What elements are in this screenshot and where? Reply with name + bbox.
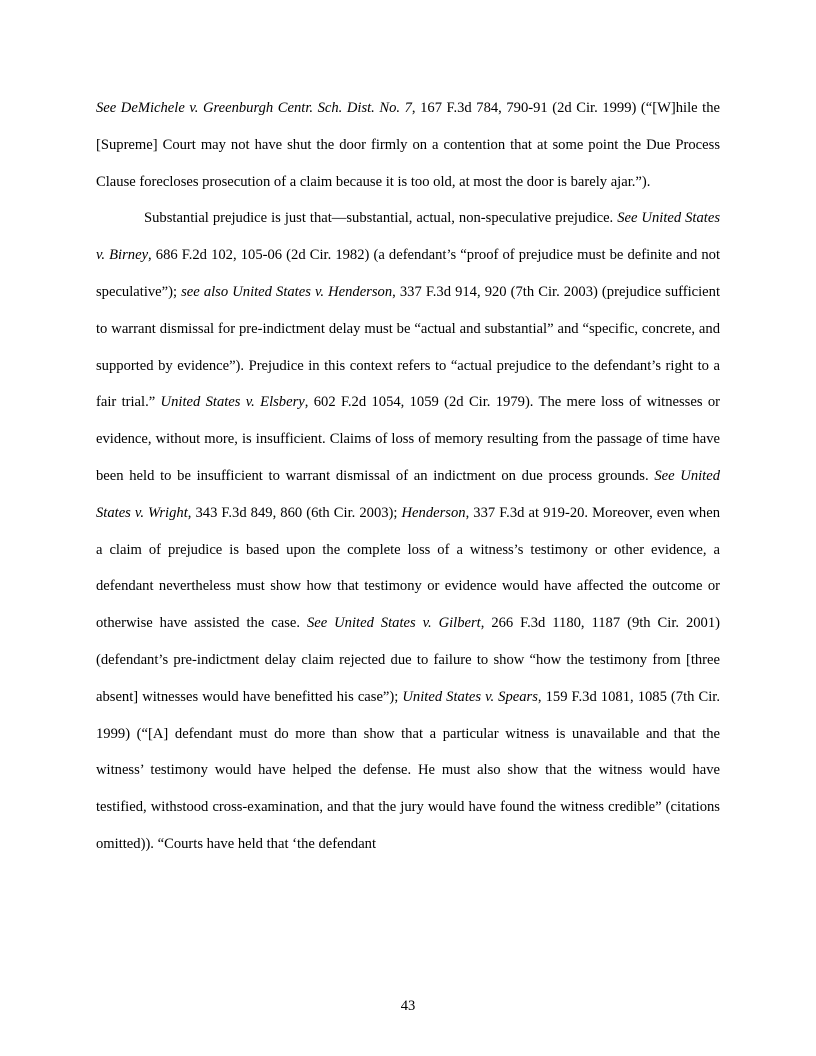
paragraph-substantial-prejudice (96, 200, 720, 862)
body-text: , 686 F.2d 102, 105-06 (2d Cir. 1982) (a defendant’s “proof of prejudice must be definite and not speculative”); (96, 247, 720, 300)
case-citation-text: See United States v. Gilbert (306, 615, 481, 632)
body-text: , 159 F.3d 1081, 1085 (7th Cir. 1999) (“[A] defendant must do more than show that a particular witness is unavailable and that the witness’ testimony would have helped the defense. He must also show that the witness would have testified, withstood cross-examination, and that the jury would have found the witness credible” (citations omitted)). “Courts have held that ‘the defendant (96, 688, 720, 852)
case-citation-text: See DeMichele v. Greenburgh Centr. Sch. Dist. No. 7 (96, 100, 412, 116)
body-text: Substantial prejudice is just that—substantial, actual, non-speculative prejudice. (144, 210, 618, 227)
body-text: , 266 F.3d 1180, 1187 (9th Cir. 2001) (defendant’s pre-indictment delay claim rejected due to failure to show “how the testimony from [three absent] witnesses would have benefitted his case”); (96, 615, 720, 705)
case-citation-text: See United States v. Wright (96, 467, 721, 521)
case-citation-text: See United States v. Birney (96, 210, 720, 264)
body-text: , 602 F.2d 1054, 1059 (2d Cir. 1979). The mere loss of witnesses or evidence, without more, is insufficient. Claims of loss of memory resulting from the passage of time have been held to be insufficient to warrant dismissal of an indictment on due process grounds. (96, 394, 720, 484)
case-citation-text: United States v. Elsbery (160, 394, 305, 411)
document-page (96, 90, 720, 863)
body-text: , 337 F.3d 914, 920 (7th Cir. 2003) (prejudice sufficient to warrant dismissal for pre-indictment delay must be “actual and substantial” and “specific, concrete, and supported by evidence”). Prejudice in this context refers to “actual prejudice to the defendant’s right to a fair trial.” (96, 283, 720, 411)
case-citation-text: United States v. Spears (402, 688, 538, 705)
paragraph-demichele-citation (96, 90, 720, 200)
page-number: 43 (400, 998, 416, 1014)
body-text: , 167 F.3d 784, 790-91 (2d Cir. 1999) (“[W]hile the [Supreme] Court may not have shut the door firmly on a contention that at some point the Due Process Clause forecloses prosecution of a claim because it is too old, at most the door is barely ajar.”). (96, 100, 720, 190)
case-citation-text: Henderson (401, 504, 466, 521)
case-citation-text: see also United States v. Henderson (181, 283, 393, 300)
body-text: , 343 F.3d 849, 860 (6th Cir. 2003); (187, 504, 402, 521)
body-text: , 337 F.3d at 919-20. Moreover, even when a claim of prejudice is based upon the complete loss of a witness’s testimony or other evidence, a defendant nevertheless must show how that testimony or evidence would have affected the outcome or otherwise have assisted the case. (96, 504, 721, 632)
